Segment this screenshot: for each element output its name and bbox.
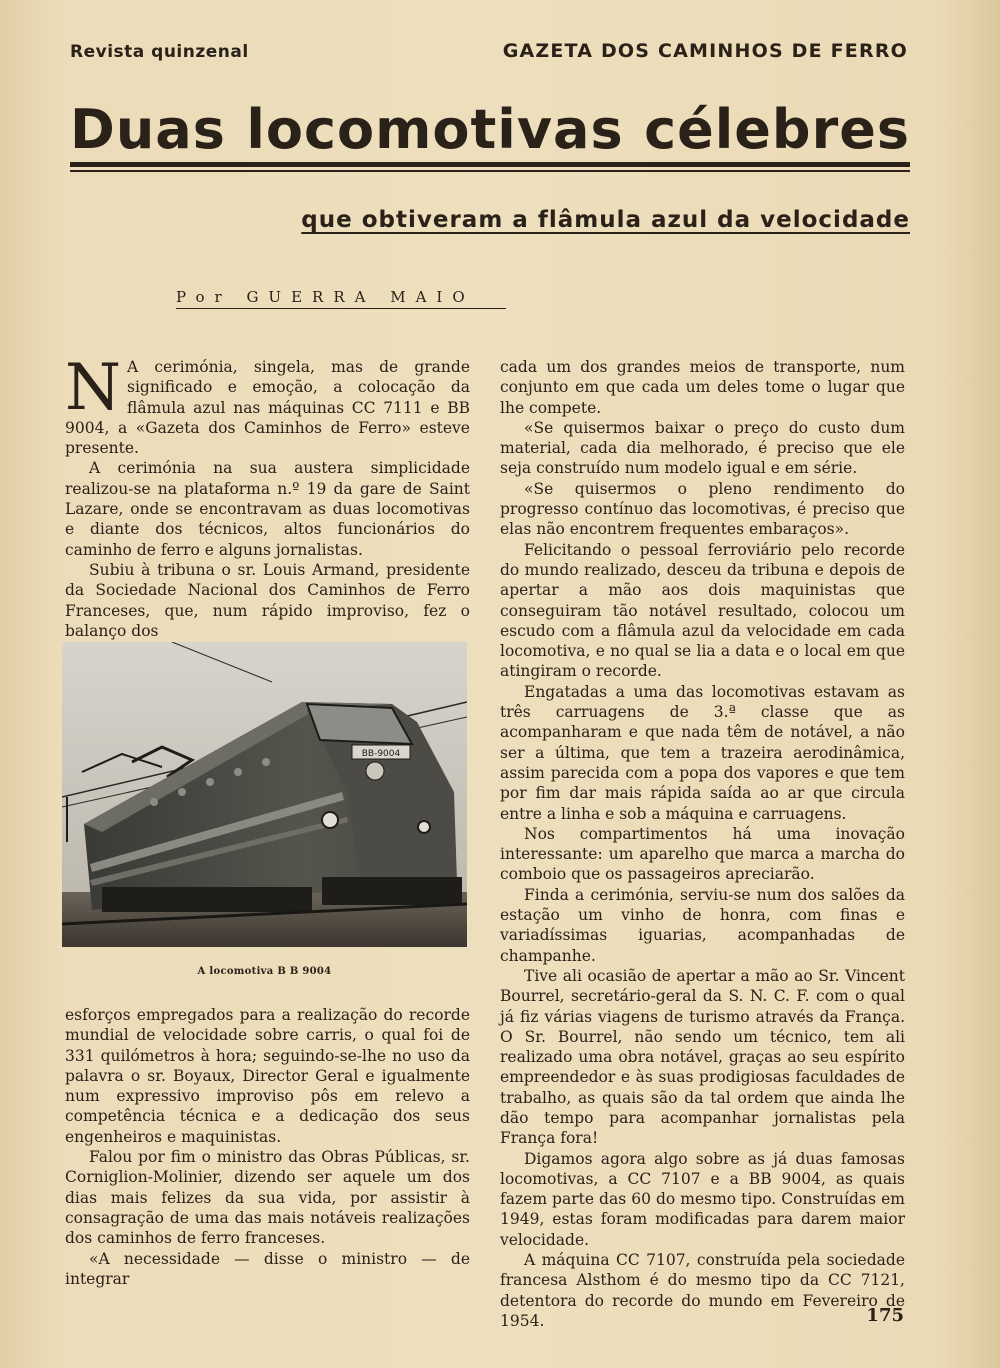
left-column-bottom (65, 1005, 470, 1289)
title-rule-thick (70, 162, 910, 167)
paragraph: Nos compartimentos há uma inovação interessante: um aparelho que marca a marcha do comboio que os passageiros apreciarão. (500, 824, 905, 884)
right-column (500, 357, 905, 1331)
title-rule-thin (70, 170, 910, 172)
paragraph: «Se quisermos o pleno rendimento do progresso contínuo das locomotivas, é preciso que elas não encontrem frequentes embaraços». (500, 479, 905, 539)
header-periodicity: Revista quinzenal (70, 42, 249, 62)
paragraph: Digamos agora algo sobre as já duas famosas locomotivas, a CC 7107 e a BB 9004, as quais fazem parte das 60 do mesmo tipo. Construídas em 1949, estas foram modificadas para darem maior velocidade. (500, 1149, 905, 1249)
article-title: Duas locomotivas célebres (70, 98, 910, 161)
paragraph: N A cerimónia, singela, mas de grande significado e emoção, a colocação da flâmula azul nas máquinas CC 7111 e BB 9004, a «Gazeta dos Caminhos de Ferro» esteve presente. (65, 351, 470, 458)
paragraph: esforços empregados para a realização do recorde mundial de velocidade sobre carris, o qual foi de 331 quilómetros à hora; seguindo-se-lhe no uso da palavra o sr. Boyaux, Director Geral e igualmente num expressivo improviso pôs em relevo a competência técnica e a dedicação dos seus engenheiros e maquinistas. (65, 1006, 470, 1146)
drop-cap: N (65, 351, 121, 425)
paragraph: A máquina CC 7107, construída pela sociedade francesa Alsthom é do mesmo tipo da CC 7121, detentora do recorde do mundo em Fevereiro de 1954. (500, 1251, 905, 1330)
paragraph: Falou por fim o ministro das Obras Públicas, sr. Corniglion-Molinier, dizendo ser aquele um dos dias mais felizes da sua vida, por assistir à consagração de uma das mais notáveis realizações dos caminhos de ferro franceses. (65, 1148, 470, 1248)
paragraph: A cerimónia na sua austera simplicidade realizou-se na plataforma n.º 19 da gare de Saint Lazare, onde se encontravam as duas locomotivas e diante dos técnicos, altos funcionários do caminho de ferro e alguns jornalistas. (65, 459, 470, 559)
paragraph: Finda a cerimónia, serviu-se num dos salões da estação um vinho de honra, com finas e variadíssimas iguarias, acompanhadas de champanhe. (500, 885, 905, 965)
article-subtitle: que obtiveram a flâmula azul da velocidade (301, 207, 910, 233)
article-byline: Por GUERRA MAIO (176, 288, 506, 309)
paragraph: Subiu à tribuna o sr. Louis Armand, presidente da Sociedade Nacional dos Caminhos de Ferro Franceses, que, num rápido improviso, fez o balanço dos (65, 560, 470, 640)
paragraph: «A necessidade — disse o ministro — de integrar (65, 1249, 470, 1288)
paragraph: Tive ali ocasião de apertar a mão ao Sr. Vincent Bourrel, secretário-geral da S. N. C. F. com o qual já fiz várias viagens de turismo através da França. O Sr. Bourrel, não sendo um técnico, tem ali realizado uma obra notável, graças ao seu espírito empreendedor e às suas prodigiosas faculdades de trabalho, as quais são da tal ordem que ainda lhe dão tempo para acompanhar jornalistas pela França fora! (500, 966, 905, 1148)
paragraph: Engatadas a uma das locomotivas estavam as três carruagens de 3.ª classe que as acompanharam e que nada têm de notável, a não ser a última, que tem a trazeira aerodinâmica, assim parecida com a popa dos vapores e que tem por fim dar mais rápida saída ao ar que circula entre a linha e sob a máquina e carruagens. (500, 682, 905, 823)
locomotive-photo (62, 642, 467, 947)
photo-caption: A locomotiva B B 9004 (197, 966, 332, 977)
left-column-top (65, 351, 470, 641)
page-number: 175 (866, 1305, 904, 1326)
paragraph: cada um dos grandes meios de transporte, num conjunto em que cada um deles tome o lugar que lhe compete. (500, 358, 905, 417)
header-magazine-name: GAZETA DOS CAMINHOS DE FERRO (502, 40, 908, 62)
paragraph: «Se quisermos baixar o preço do custo dum material, cada dia melhorado, é preciso que ele seja construído num modelo igual e em série. (500, 418, 905, 478)
locomotive-plate: BB-9004 (361, 749, 401, 759)
paragraph: Felicitando o pessoal ferroviário pelo recorde do mundo realizado, desceu da tribuna e depois de apertar a mão aos dois maquinistas que conseguiram tão notável resultado, colocou um escudo com a flâmula azul da velocidade em cada locomotiva, e no qual se lia a data e o local em que atingiram o recorde. (500, 540, 905, 681)
